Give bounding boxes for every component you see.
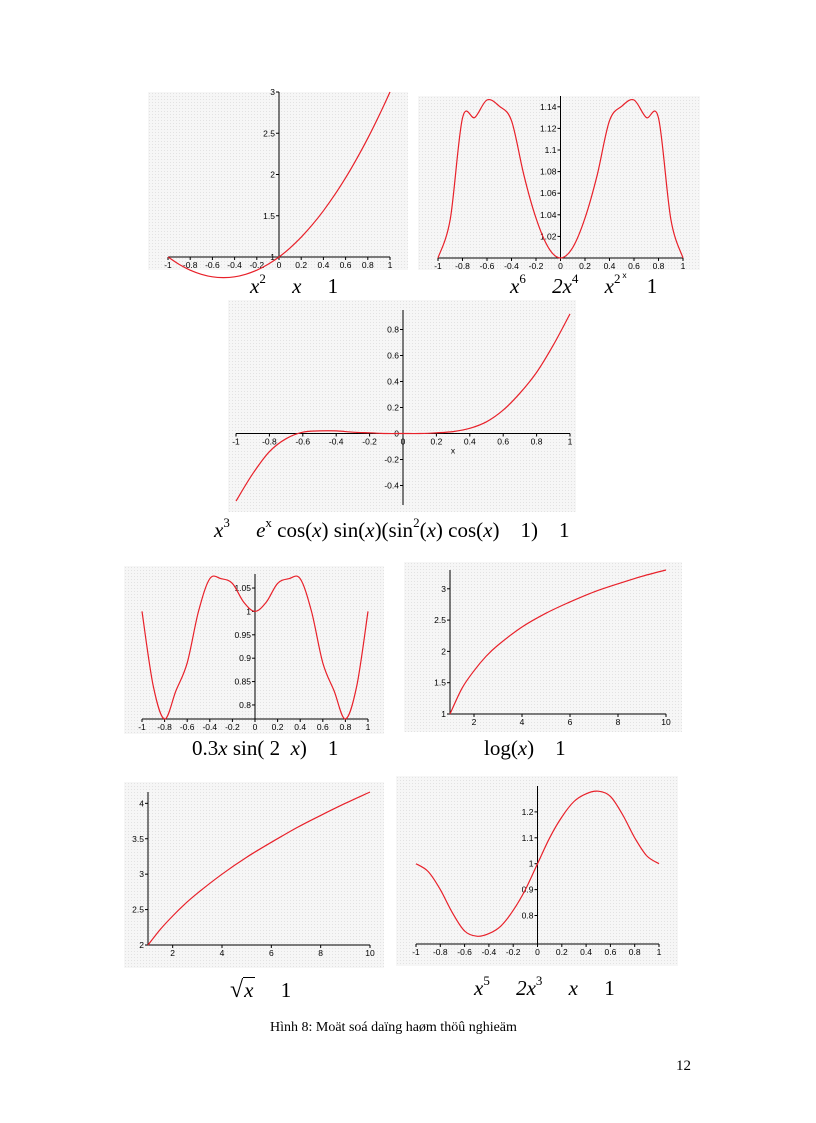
formula-2-exp2: 4 — [571, 271, 579, 286]
plot-5-xtick-label: 8 — [615, 717, 621, 727]
plot-3-xtick-label: 0.6 — [497, 436, 510, 447]
formula-7-exp2: 3 — [535, 973, 543, 988]
formula-3-eexp: x — [265, 515, 272, 530]
plot-5-curve — [450, 570, 666, 714]
formula-3 — [214, 515, 570, 542]
formula-3-gx: x — [483, 518, 493, 542]
plot-6-xtick-label: 4 — [219, 948, 225, 958]
plot-4-xtick-label: -0.8 — [157, 722, 172, 732]
formula-7-term2: 2x — [516, 976, 536, 1000]
plot-3-xtick-label: 1 — [567, 436, 573, 447]
plot-1-xtick-label: 0.8 — [361, 260, 374, 270]
plot-3-svg — [228, 300, 576, 512]
plot-2-xtick-label: 0 — [558, 261, 563, 271]
plot-1-xtick-label: 0.2 — [295, 260, 308, 270]
formula-3-tail: ) 1) 1 — [492, 518, 570, 542]
plot-3-xtick-label: 0.8 — [530, 436, 543, 447]
plot-7-xtick-label: -0.8 — [432, 947, 448, 957]
formula-7-exp1: 5 — [483, 973, 490, 988]
plot-6-xtick-label: 2 — [170, 948, 176, 958]
sqrt-sign: √ — [230, 977, 244, 1003]
plot-6-ytick-label: 3.5 — [132, 833, 144, 844]
plot-1-xtick-label: 0 — [276, 260, 282, 270]
plot-4-ytick-label: 1.05 — [234, 583, 251, 594]
plot-5-xtick-label: 6 — [567, 717, 573, 727]
plot-5-svg — [404, 562, 682, 732]
plot-2-ytick-label: 1.06 — [539, 188, 557, 199]
plot-5-xtick-label: 2 — [471, 717, 477, 727]
plot-1-ytick-label: 2 — [270, 169, 275, 180]
plot-4-xtick-label: 0.6 — [316, 722, 329, 732]
formula-2-const: 1 — [646, 274, 658, 298]
formula-1-const: 1 — [327, 274, 339, 298]
formula-3-sin: ) sin( — [321, 518, 366, 542]
plot-3-xtick-label: -0.4 — [328, 436, 344, 447]
plot-6-xtick-label: 10 — [365, 948, 375, 958]
plot-4-xtick-label: -0.6 — [179, 722, 195, 732]
plot-2-xtick-label: -1 — [434, 261, 442, 271]
plot-7-xtick-label: 0.4 — [580, 947, 593, 957]
plot-4-xtick-label: 0 — [252, 722, 258, 732]
formula-7 — [474, 973, 615, 1000]
formula-3-cos: cos( — [277, 518, 313, 542]
plot-4-xtick-label: 0.8 — [339, 722, 352, 732]
plot-4-xtick-label: -0.4 — [202, 722, 218, 732]
plot-1-xtick-label: 0.6 — [339, 260, 352, 270]
formula-3-sin2exp: 2 — [413, 515, 420, 530]
plot-6-xtick-label: 8 — [318, 948, 324, 958]
plot-3-xtick-label: -0.2 — [362, 436, 377, 447]
plot-4-xtick-label: 0.4 — [294, 722, 307, 732]
plot-7-xtick-label: 0 — [535, 947, 540, 957]
formula-6-const: 1 — [280, 978, 292, 1002]
formula-3-sin2: )(sin — [374, 518, 414, 542]
plot-3-ytick-label: 0.8 — [387, 324, 399, 335]
plot-2-ytick-label: 1.02 — [539, 231, 557, 242]
formula-1-exp: 2 — [259, 271, 266, 286]
plot-2-xtick-label: 0.2 — [579, 261, 591, 271]
plot-3-xtick-label: -1 — [232, 436, 240, 447]
plot-1-svg — [148, 87, 408, 270]
formula-6-x: x — [244, 978, 254, 1002]
formula-6 — [230, 978, 291, 1002]
plot-7-ytick-label: 1.1 — [521, 832, 534, 843]
plot-1-xtick-label: -0.4 — [227, 260, 242, 270]
plot-2-xtick-label: -0.4 — [504, 261, 519, 271]
plot-3-xtick-label: -0.6 — [295, 436, 311, 447]
plot-2-ytick-label: 1.12 — [539, 123, 557, 134]
plot-panel-3 — [228, 300, 576, 512]
plot-2-xtick-label: 0.4 — [603, 261, 616, 271]
formula-2-term2: 2x — [552, 274, 572, 298]
plot-4-ytick-label: 0.85 — [234, 676, 251, 687]
plot-3-xtick-label: 0 — [400, 436, 406, 447]
plot-1-ytick-label: 1.5 — [263, 210, 275, 221]
plot-2-ytick-label: 1.14 — [539, 101, 557, 112]
plot-2-xlabel: x — [622, 270, 627, 280]
plot-4-ytick-label: 0.9 — [239, 653, 251, 664]
plot-3-ytick-label: 0.2 — [387, 402, 399, 413]
formula-7-var: x — [474, 976, 484, 1000]
plot-5-ytick-label: 3 — [441, 583, 446, 594]
plot-5-ytick-label: 1.5 — [434, 677, 446, 688]
plot-panel-4 — [124, 566, 384, 734]
plot-3-xtick-label: 0.4 — [463, 436, 476, 447]
formula-4-x: x — [218, 736, 228, 760]
plot-2-ytick-label: 1.08 — [539, 166, 557, 177]
formula-2-exp3: 2 — [613, 271, 621, 286]
plot-5-ytick-label: 2 — [441, 646, 446, 657]
plot-6-ytick-label: 2 — [139, 940, 144, 950]
plot-panel-2 — [418, 96, 700, 280]
formula-5 — [484, 738, 566, 759]
plot-3-ytick-label: 0.6 — [387, 350, 399, 361]
formula-3-dx: x — [365, 518, 375, 542]
formula-5-log: log( — [484, 736, 518, 760]
plot-5-xtick-label: 4 — [519, 717, 525, 727]
page-number: 12 — [676, 1058, 691, 1074]
plot-6-ytick-label: 3 — [139, 869, 144, 880]
plot-4-ytick-label: 0.8 — [239, 699, 251, 710]
plot-2-xtick-label: 1 — [680, 261, 686, 271]
plot-7-xtick-label: 0.2 — [555, 947, 568, 957]
formula-2 — [510, 271, 658, 298]
plot-1-ytick-label: 2.5 — [263, 128, 275, 139]
formula-1-var2: x — [292, 274, 302, 298]
plot-6-ytick-label: 2.5 — [132, 904, 144, 915]
plot-3-ytick-label: 0.4 — [387, 376, 399, 387]
plot-panel-7 — [396, 776, 678, 966]
formula-5-x: x — [517, 736, 528, 760]
plot-3-ytick-label: -0.4 — [384, 480, 399, 491]
plot-7-svg — [396, 776, 678, 966]
formula-1-var: x — [250, 274, 260, 298]
plot-3-ytick-label: -0.2 — [384, 454, 399, 465]
formula-3-cx: x — [312, 518, 322, 542]
plot-7-xtick-label: 1 — [656, 947, 662, 957]
plot-7-ytick-label: 1.2 — [521, 806, 534, 817]
plot-1-xtick-label: -1 — [164, 260, 172, 270]
plot-7-xtick-label: 0.8 — [628, 947, 641, 957]
plot-2-ytick-label: 1.1 — [544, 145, 557, 155]
plot-7-xtick-label: -1 — [412, 947, 420, 957]
formula-1 — [250, 271, 339, 298]
formula-4-tail: ) 1 — [299, 736, 339, 760]
formula-3-cos2: ) cos( — [435, 518, 484, 542]
plot-panel-1 — [148, 87, 408, 270]
plot-1-ytick-label: 1 — [270, 252, 275, 262]
plot-4-xtick-label: 0.2 — [271, 722, 284, 732]
formula-4 — [192, 738, 338, 759]
plot-2-xtick-label: 0.6 — [628, 261, 640, 271]
plot-7-xtick-label: 0.6 — [604, 947, 617, 957]
formula-5-tail: ) 1 — [527, 736, 566, 760]
plot-4-xtick-label: -1 — [138, 722, 146, 732]
plot-7-ytick-label: 0.8 — [521, 910, 534, 921]
plot-6-curve — [148, 792, 370, 945]
formula-3-fx: x — [426, 518, 436, 542]
plot-2-xtick-label: 0.8 — [652, 261, 665, 271]
formula-6-radicand — [243, 977, 254, 1002]
plot-5-xtick-label: 10 — [661, 717, 671, 727]
plot-3-xtick-label: -0.8 — [262, 436, 277, 447]
formula-4-sin: sin( 2 — [227, 736, 291, 760]
formula-4-x2: x — [290, 736, 300, 760]
formula-4-coef: 0.3 — [192, 736, 219, 760]
plot-1-xtick-label: 0.4 — [317, 260, 330, 270]
plot-panel-6 — [124, 782, 384, 968]
formula-2-var: x — [510, 274, 520, 298]
plot-7-ytick-label: 1 — [528, 858, 534, 869]
plot-7-xtick-label: -0.6 — [457, 947, 472, 957]
plot-5-ytick-label: 2.5 — [434, 615, 446, 626]
formula-2-term3: x — [604, 274, 614, 298]
plot-4-svg — [124, 566, 384, 734]
plot-6-svg — [124, 782, 384, 968]
plot-4-xtick-label: -0.2 — [225, 722, 240, 732]
formula-7-term3: x — [568, 976, 578, 1000]
plot-7-xtick-label: -0.2 — [505, 947, 521, 957]
plot-1-ytick-label: 3 — [270, 87, 275, 97]
plot-1-xtick-label: 1 — [387, 260, 393, 270]
plot-2-ytick-label: 1.04 — [539, 209, 557, 220]
plot-3-ytick-label: 0 — [394, 428, 399, 439]
formula-7-const: 1 — [604, 976, 615, 1000]
plot-5-ytick-label: 1 — [441, 709, 446, 719]
plot-4-xtick-label: 1 — [365, 722, 371, 732]
formula-3-var: x — [214, 518, 224, 542]
formula-3-e: e — [256, 518, 266, 542]
plot-2-xtick-label: -0.2 — [528, 261, 544, 271]
plot-7-xtick-label: -0.4 — [481, 947, 497, 957]
plot-3-xtick-label: 0.2 — [430, 436, 443, 447]
plot-6-ytick-label: 4 — [139, 798, 144, 809]
plot-1-xtick-label: -0.6 — [205, 260, 220, 270]
plot-3-xlabel: x — [450, 445, 456, 456]
formula-2-exp1: 6 — [519, 271, 526, 286]
plot-1-xtick-label: -0.8 — [182, 260, 198, 270]
plot-2-xtick-label: -0.6 — [479, 261, 495, 271]
plot-4-ytick-label: 0.95 — [234, 629, 251, 640]
plot-panel-5 — [404, 562, 682, 732]
formula-3-paren: ( — [419, 518, 427, 542]
plot-2-svg — [418, 96, 700, 280]
plot-7-ytick-label: 0.9 — [521, 884, 534, 895]
plot-2-xtick-label: -0.8 — [455, 261, 470, 271]
figure-caption: Hình 8: Moät soá daïng haøm thöû nghieäm — [270, 1020, 517, 1035]
plot-1-xtick-label: -0.2 — [249, 260, 265, 270]
formula-3-exp: 3 — [223, 515, 230, 530]
plot-4-ytick-label: 1 — [246, 606, 251, 617]
plot-6-xtick-label: 6 — [268, 948, 274, 958]
